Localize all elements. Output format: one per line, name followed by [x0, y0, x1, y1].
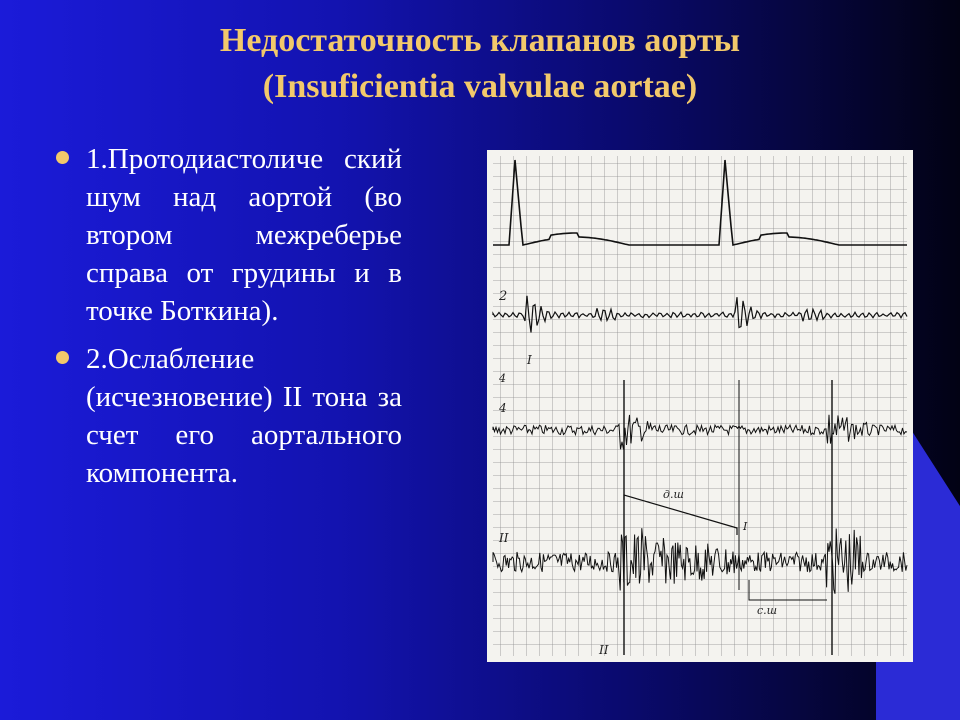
annotation-label: д.ш	[663, 488, 684, 501]
title-line-1: Недостаточность клапанов аорты	[219, 22, 741, 59]
bullet-text-1: 1.Протодиастоличе ский шум над аортой (во втором межреберье справа от грудины и в точке Боткина).	[86, 143, 402, 327]
lead-label: II	[499, 531, 509, 545]
slide-title	[0, 18, 960, 110]
lead-label: 4	[499, 401, 507, 415]
phonocardiogram-figure	[487, 150, 913, 662]
lead-label: II	[599, 643, 609, 657]
lead-label: 4	[499, 372, 506, 385]
title-line-2: (Insuficientia valvulae aortae)	[262, 68, 698, 105]
annotation-label: I	[743, 520, 748, 533]
lead-label: I	[527, 353, 532, 367]
bullet-dot-icon	[56, 351, 69, 364]
lead-label: 2	[499, 289, 508, 304]
bullet-text-2: 2.Ослабление (исчезновение) II тона за счет его аортального компонента.	[86, 343, 402, 489]
annotation-label: с.ш	[757, 604, 778, 617]
bullet-list	[52, 140, 402, 502]
phonocardiogram-image	[487, 150, 913, 662]
bullet-dot-icon	[56, 151, 69, 164]
bullet-item-2	[52, 340, 402, 492]
bullet-item-1	[52, 140, 402, 330]
